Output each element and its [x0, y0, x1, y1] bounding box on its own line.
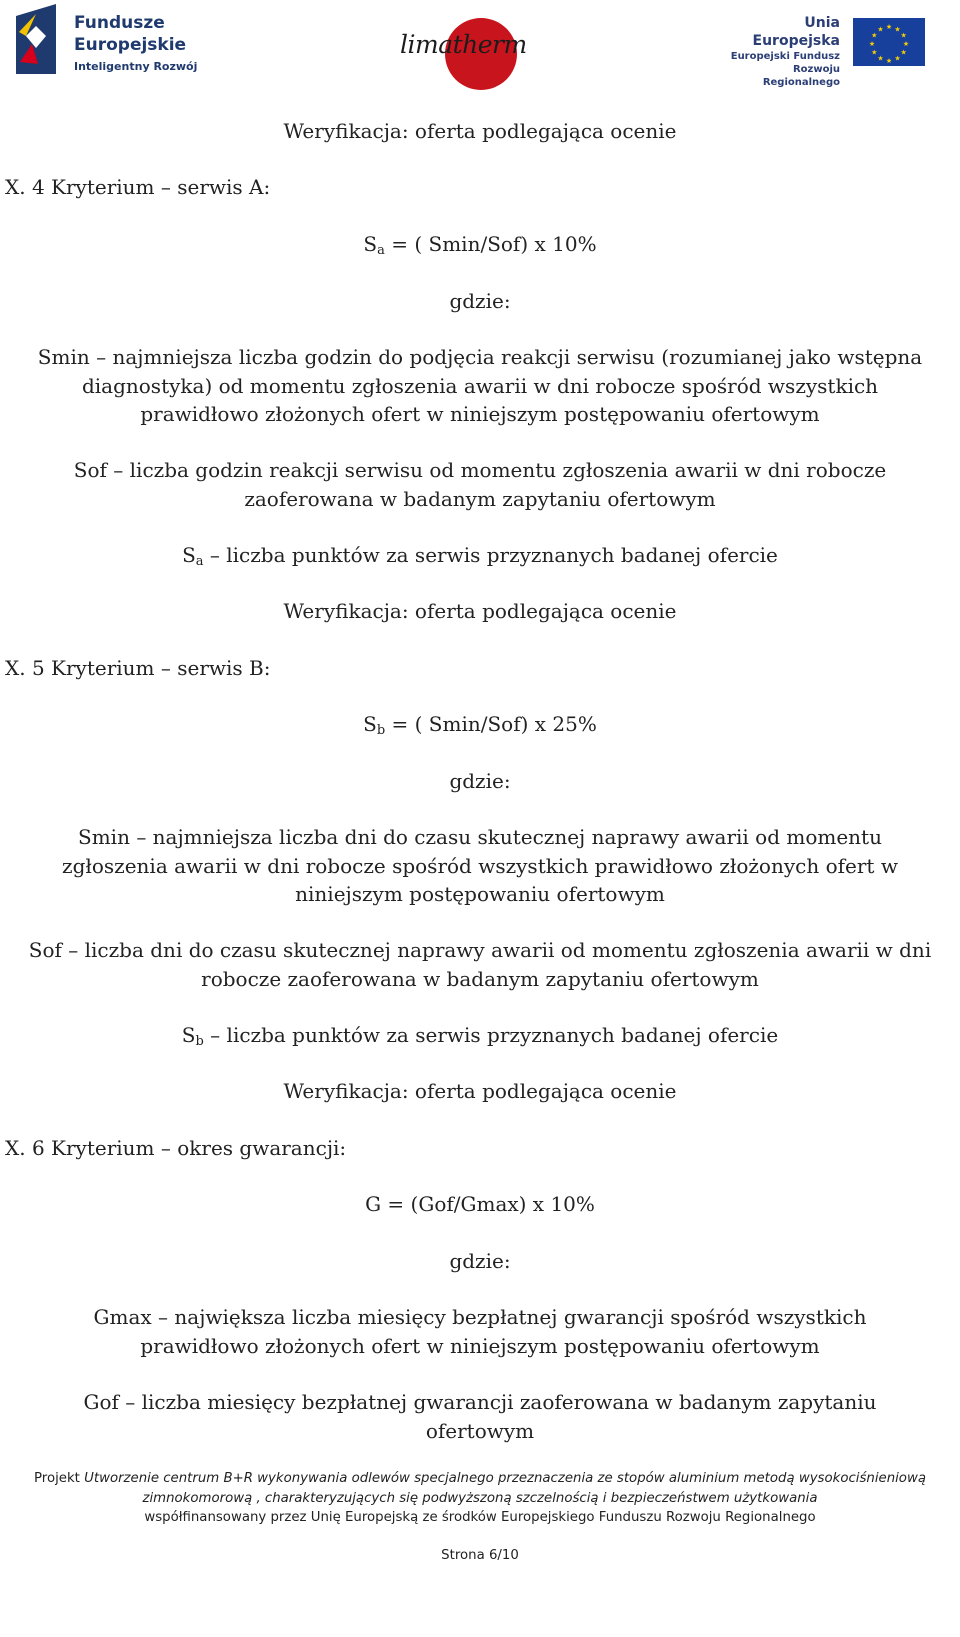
where-label: gdzie:: [449, 1249, 511, 1273]
points-definition: [0, 1021, 960, 1056]
section-heading: X. 4 Kryterium – serwis A:: [5, 175, 271, 199]
text-line: Sof – liczba dni do czasu skutecznej naprawy awarii od momentu zgłoszenia awarii w dni: [28, 938, 932, 962]
verification-line: Weryfikacja: oferta podlegająca ocenie: [283, 1079, 677, 1103]
section-heading: X. 6 Kryterium – okres gwarancji:: [5, 1136, 347, 1160]
svg-text:★: ★: [877, 54, 884, 63]
formula: [0, 710, 960, 745]
section-heading: X. 5 Kryterium – serwis B:: [5, 656, 271, 680]
formula-subscript: b: [376, 723, 386, 738]
svg-text:★: ★: [894, 25, 901, 34]
formula-subscript: a: [377, 243, 385, 258]
gmax-definition: [0, 1303, 960, 1360]
fe-star-icon: [16, 4, 66, 74]
limatherm-logo-text: limatherm: [400, 30, 527, 59]
sof-definition: [0, 456, 960, 513]
svg-text:★: ★: [871, 31, 878, 40]
unia-europejska-logo: [718, 14, 948, 88]
where-label: gdzie:: [449, 289, 511, 313]
footer-funding: współfinansowany przez Unię Europejską ze środków Europejskiego Funduszu Rozwoju Regionalnego: [144, 1510, 816, 1525]
text-line: Smin – najmniejsza liczba dni do czasu skutecznej naprawy awarii od momentu: [78, 825, 882, 849]
footer-project-line2: [0, 1489, 960, 1509]
points-symbol: S: [182, 543, 196, 567]
eu-logo-line2: Rozwoju Regionalnego: [762, 64, 840, 88]
footer-project-prefix: Projekt: [34, 1471, 85, 1486]
points-text: – liczba punktów za serwis przyznanych badanej ofercie: [203, 543, 778, 567]
eu-logo-line1: Europejski Fundusz: [730, 51, 840, 62]
text-line: zgłoszenia awarii w dni robocze spośród wszystkich prawidłowo złożonych ofert w: [62, 853, 898, 878]
formula: G = (Gof/Gmax) x 10%: [365, 1192, 595, 1216]
svg-text:★: ★: [868, 40, 876, 48]
eu-logo-title: Unia Europejska: [752, 15, 840, 49]
limatherm-logo: [400, 8, 530, 88]
text-line: Gmax – największa liczba miesięcy bezpłatnej gwarancji spośród wszystkich: [93, 1305, 867, 1329]
points-symbol: S: [181, 1023, 196, 1047]
svg-text:★: ★: [885, 23, 893, 31]
text-line: robocze zaoferowana w badanym zapytaniu ofertowym: [201, 966, 759, 991]
formula-expression: = ( Smin/Sof) x 10%: [384, 232, 597, 256]
text-line: zaoferowana w badanym zapytaniu ofertowym: [244, 486, 716, 511]
formula: [0, 230, 960, 265]
svg-text:★: ★: [900, 48, 907, 57]
text-line: Sof – liczba godzin reakcji serwisu od momentu zgłoszenia awarii w dni robocze: [73, 458, 887, 482]
svg-text:★: ★: [885, 57, 893, 65]
fe-logo-line2: Europejskie: [74, 35, 187, 55]
text-line: diagnostyka) od momentu zgłoszenia awarii w dni robocze spośród wszystkich: [81, 373, 879, 398]
svg-text:★: ★: [902, 40, 910, 48]
sof-definition: [0, 936, 960, 993]
footer-project-line1: [0, 1469, 960, 1489]
text-line: ofertowym: [425, 1418, 535, 1443]
text-line: prawidłowo złożonych ofert w niniejszym postępowaniu ofertowym: [140, 402, 820, 427]
verification-line: Weryfikacja: oferta podlegająca ocenie: [283, 599, 677, 623]
points-subscript: a: [195, 554, 204, 569]
svg-text:★: ★: [877, 25, 884, 34]
formula-symbol: S: [363, 712, 377, 736]
text-line: prawidłowo złożonych ofert w niniejszym postępowaniu ofertowym: [140, 1333, 820, 1358]
verification-line: Weryfikacja: oferta podlegająca ocenie: [283, 119, 677, 143]
points-subscript: b: [195, 1034, 204, 1049]
page-number: Strona 6/10: [441, 1548, 519, 1563]
formula-symbol: S: [363, 232, 378, 256]
smin-definition: [0, 343, 960, 429]
fe-logo-line3: Inteligentny Rozwój: [74, 60, 198, 73]
page-header: [0, 0, 960, 95]
fe-logo-line1: Fundusze: [74, 13, 165, 33]
footer-project-title: Utworzenie centrum B+R wykonywania odlewów specjalnego przeznaczenia ze stopów aluminium metodą wysokociśnieniową: [84, 1471, 926, 1486]
page-footer: [0, 1469, 960, 1528]
smin-definition: [0, 823, 960, 909]
svg-text:★: ★: [900, 31, 907, 40]
text-line: Smin – najmniejsza liczba godzin do podjęcia reakcji serwisu (rozumianej jako wstępna: [37, 345, 923, 369]
fundusze-europejskie-logo: [16, 4, 206, 76]
formula-expression: = ( Smin/Sof) x 25%: [385, 712, 597, 736]
text-line: Gof – liczba miesięcy bezpłatnej gwarancji zaoferowana w badanym zapytaniu: [83, 1390, 877, 1414]
footer-project-title-cont: zimnokomorową , charakteryzujących się podwyższoną szczelnością i bezpieczeństwem użytkowania: [142, 1490, 818, 1506]
gof-definition: [0, 1388, 960, 1445]
svg-text:★: ★: [871, 48, 878, 57]
where-label: gdzie:: [449, 769, 511, 793]
points-definition: [0, 541, 960, 576]
eu-flag-icon: [853, 18, 925, 66]
svg-text:★: ★: [894, 54, 901, 63]
points-text: – liczba punktów za serwis przyznanych badanej ofercie: [203, 1023, 779, 1047]
text-line: niniejszym postępowaniu ofertowym: [295, 882, 665, 907]
